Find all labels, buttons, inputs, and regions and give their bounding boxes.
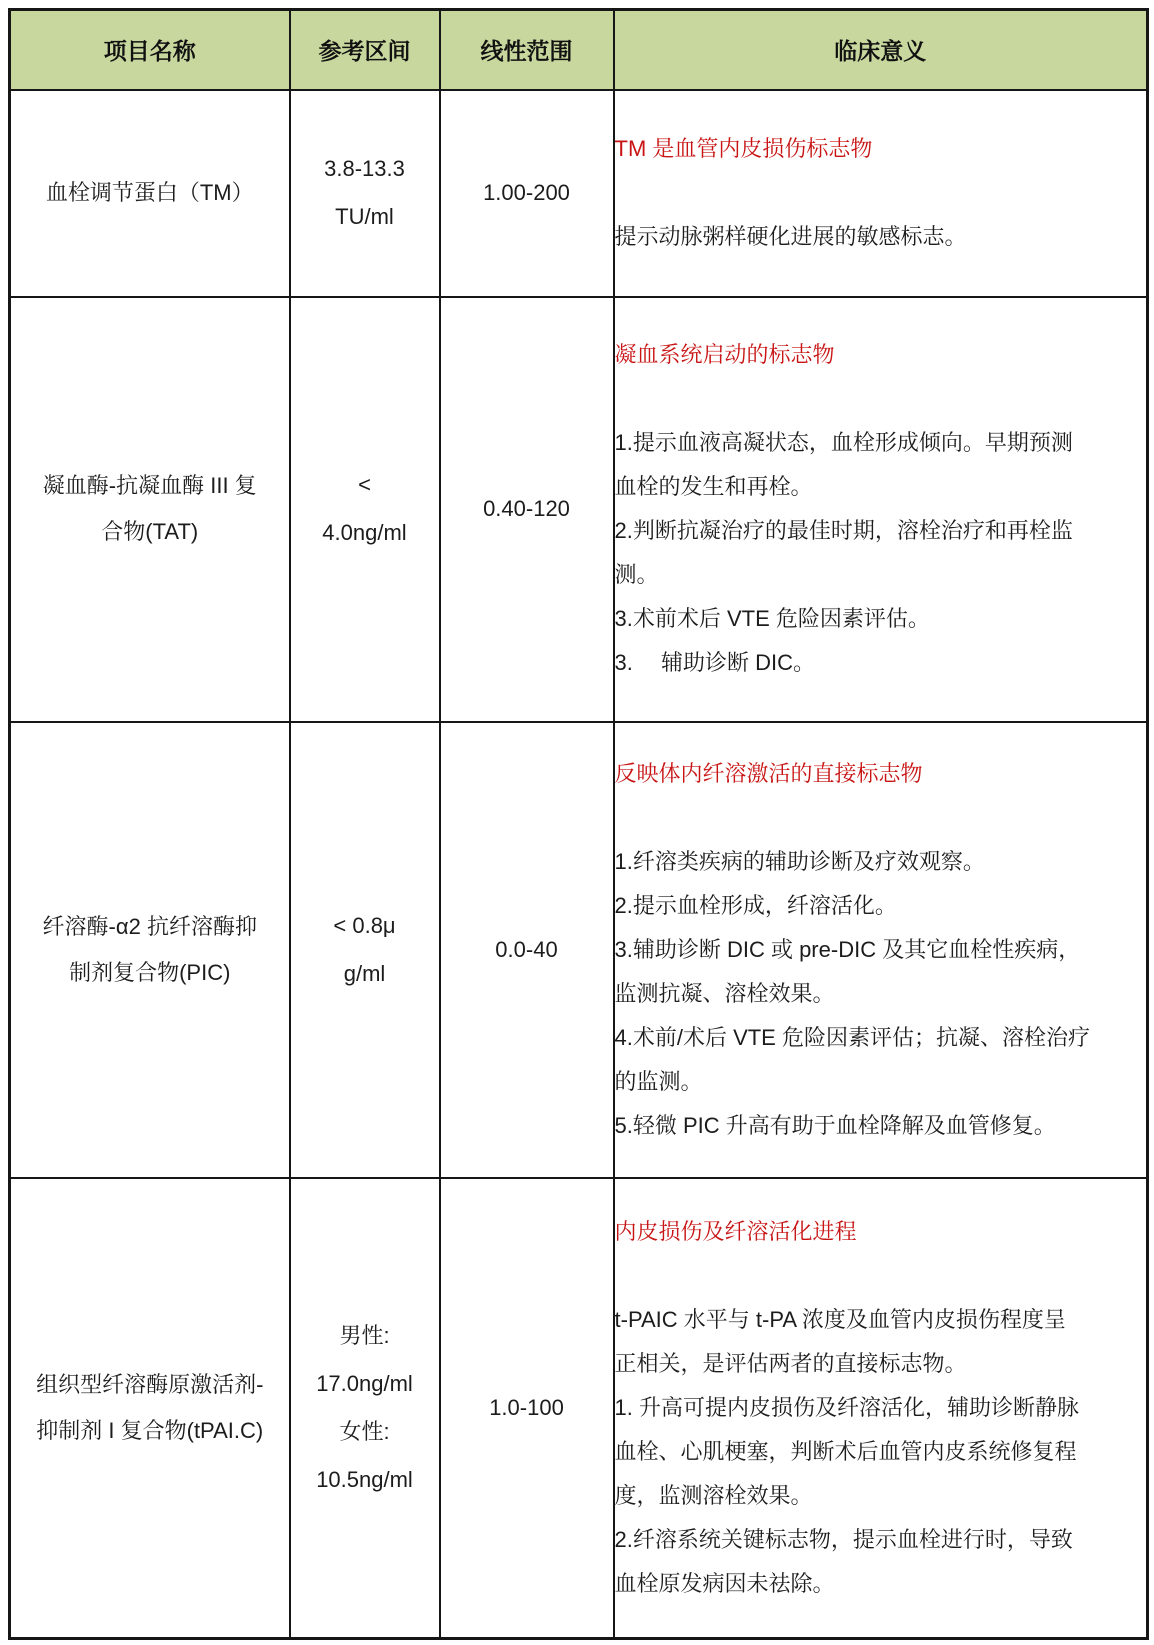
reference-line: 4.0ng/ml [322, 520, 407, 545]
clinical-text-line: 4.术前/术后 VTE 危险因素评估；抗凝、溶栓治疗 [614, 1024, 1090, 1050]
linear-range-cell: 0.0-40 [440, 722, 614, 1178]
clinical-text-line: 正相关，是评估两者的直接标志物。 [614, 1350, 967, 1376]
marker-name-line: 血栓调节蛋白（TM） [45, 180, 254, 205]
clinical-text-line: 3.术前术后 VTE 危险因素评估。 [614, 606, 930, 631]
clinical-text-line: 1. 升高可提内皮损伤及纤溶活化，辅助诊断静脉 [614, 1394, 1079, 1420]
marker-name-line: 制剂复合物(PIC) [69, 959, 231, 985]
reference-line: g/ml [343, 960, 386, 986]
clinical-text-line: 2.提示血栓形成，纤溶活化。 [614, 892, 897, 918]
linear-range-cell: 0.40-120 [440, 297, 614, 722]
column-header-clinical-significance: 临床意义 [614, 10, 1148, 90]
reference-line: 17.0ng/ml [316, 1370, 413, 1396]
column-header-reference-interval: 参考区间 [290, 10, 440, 90]
marker-name-line: 组织型纤溶酶原激活剂- [36, 1371, 264, 1397]
reference-line: 3.8-13.3 [324, 156, 405, 181]
clinical-significance-cell [614, 722, 1148, 1178]
clinical-title: 内皮损伤及纤溶活化进程 [614, 1218, 857, 1244]
marker-name-cell [10, 297, 290, 722]
clinical-text-line: 5.轻微 PIC 升高有助于血栓降解及血管修复。 [614, 1112, 1056, 1138]
clinical-text-line: 血栓的发生和再栓。 [614, 474, 813, 499]
reference-line: 男性: [339, 1322, 390, 1348]
clinical-text-line: 测。 [614, 562, 659, 587]
clinical-text-line: 度，监测溶栓效果。 [614, 1482, 813, 1508]
clinical-text-line: 提示动脉粥样硬化进展的敏感标志。 [614, 224, 967, 249]
clinical-significance-cell [614, 297, 1148, 722]
clinical-text-line: 2.判断抗凝治疗的最佳时期，溶栓治疗和再栓监 [614, 518, 1073, 543]
clinical-text-line: 血栓、心肌梗塞，判断术后血管内皮系统修复程 [614, 1438, 1077, 1464]
clinical-title: TM 是血管内皮损伤标志物 [614, 136, 873, 161]
reference-line: 10.5ng/ml [316, 1466, 413, 1492]
reference-interval-cell [290, 297, 440, 722]
table-row-tpaic [10, 1178, 1148, 1639]
reference-line: TU/ml [335, 204, 394, 229]
marker-name-line: 纤溶酶-α2 抗纤溶酶抑 [42, 913, 257, 939]
marker-name-cell [10, 1178, 290, 1639]
reference-interval-cell [290, 90, 440, 297]
clinical-significance-cell [614, 90, 1148, 297]
reference-line: < [358, 472, 371, 497]
marker-name-cell [10, 90, 290, 297]
table-row-tm [10, 90, 1148, 297]
clinical-significance-cell [614, 1178, 1148, 1639]
clinical-text-line: 3. 辅助诊断 DIC。 [614, 650, 815, 675]
clinical-text-line: 监测抗凝、溶栓效果。 [614, 980, 835, 1006]
reference-interval-cell [290, 722, 440, 1178]
clinical-text-line: 1.纤溶类疾病的辅助诊断及疗效观察。 [614, 848, 985, 874]
clinical-text-line: t-PAIC 水平与 t-PA 浓度及血管内皮损伤程度呈 [614, 1306, 1066, 1332]
clinical-text-line: 1.提示血液高凝状态，血栓形成倾向。早期预测 [614, 430, 1073, 455]
linear-range-cell: 1.0-100 [440, 1178, 614, 1639]
clinical-text-line: 3.辅助诊断 DIC 或 pre-DIC 及其它血栓性疾病， [614, 936, 1081, 962]
reference-interval-cell [290, 1178, 440, 1639]
marker-name-line: 凝血酶-抗凝血酶 III 复 [42, 473, 257, 498]
reference-line: 女性: [339, 1418, 390, 1444]
clinical-title: 凝血系统启动的标志物 [614, 342, 835, 367]
table-row-pic [10, 722, 1148, 1178]
column-header-item-name: 项目名称 [10, 10, 290, 90]
marker-name-line: 抑制剂 I 复合物(tPAI.C) [36, 1417, 264, 1443]
header-row [10, 10, 1148, 90]
clinical-text-line: 的监测。 [614, 1068, 703, 1094]
reference-line: < 0.8μ [333, 912, 396, 938]
marker-name-cell [10, 722, 290, 1178]
clinical-title: 反映体内纤溶激活的直接标志物 [614, 760, 923, 786]
marker-name-line: 合物(TAT) [101, 519, 199, 544]
clinical-markers-table [8, 8, 1149, 1640]
linear-range-cell: 1.00-200 [440, 90, 614, 297]
clinical-text-line: 血栓原发病因未祛除。 [614, 1570, 835, 1596]
table-row-tat [10, 297, 1148, 722]
clinical-text-line: 2.纤溶系统关键标志物，提示血栓进行时，导致 [614, 1526, 1073, 1552]
column-header-linear-range: 线性范围 [440, 10, 614, 90]
